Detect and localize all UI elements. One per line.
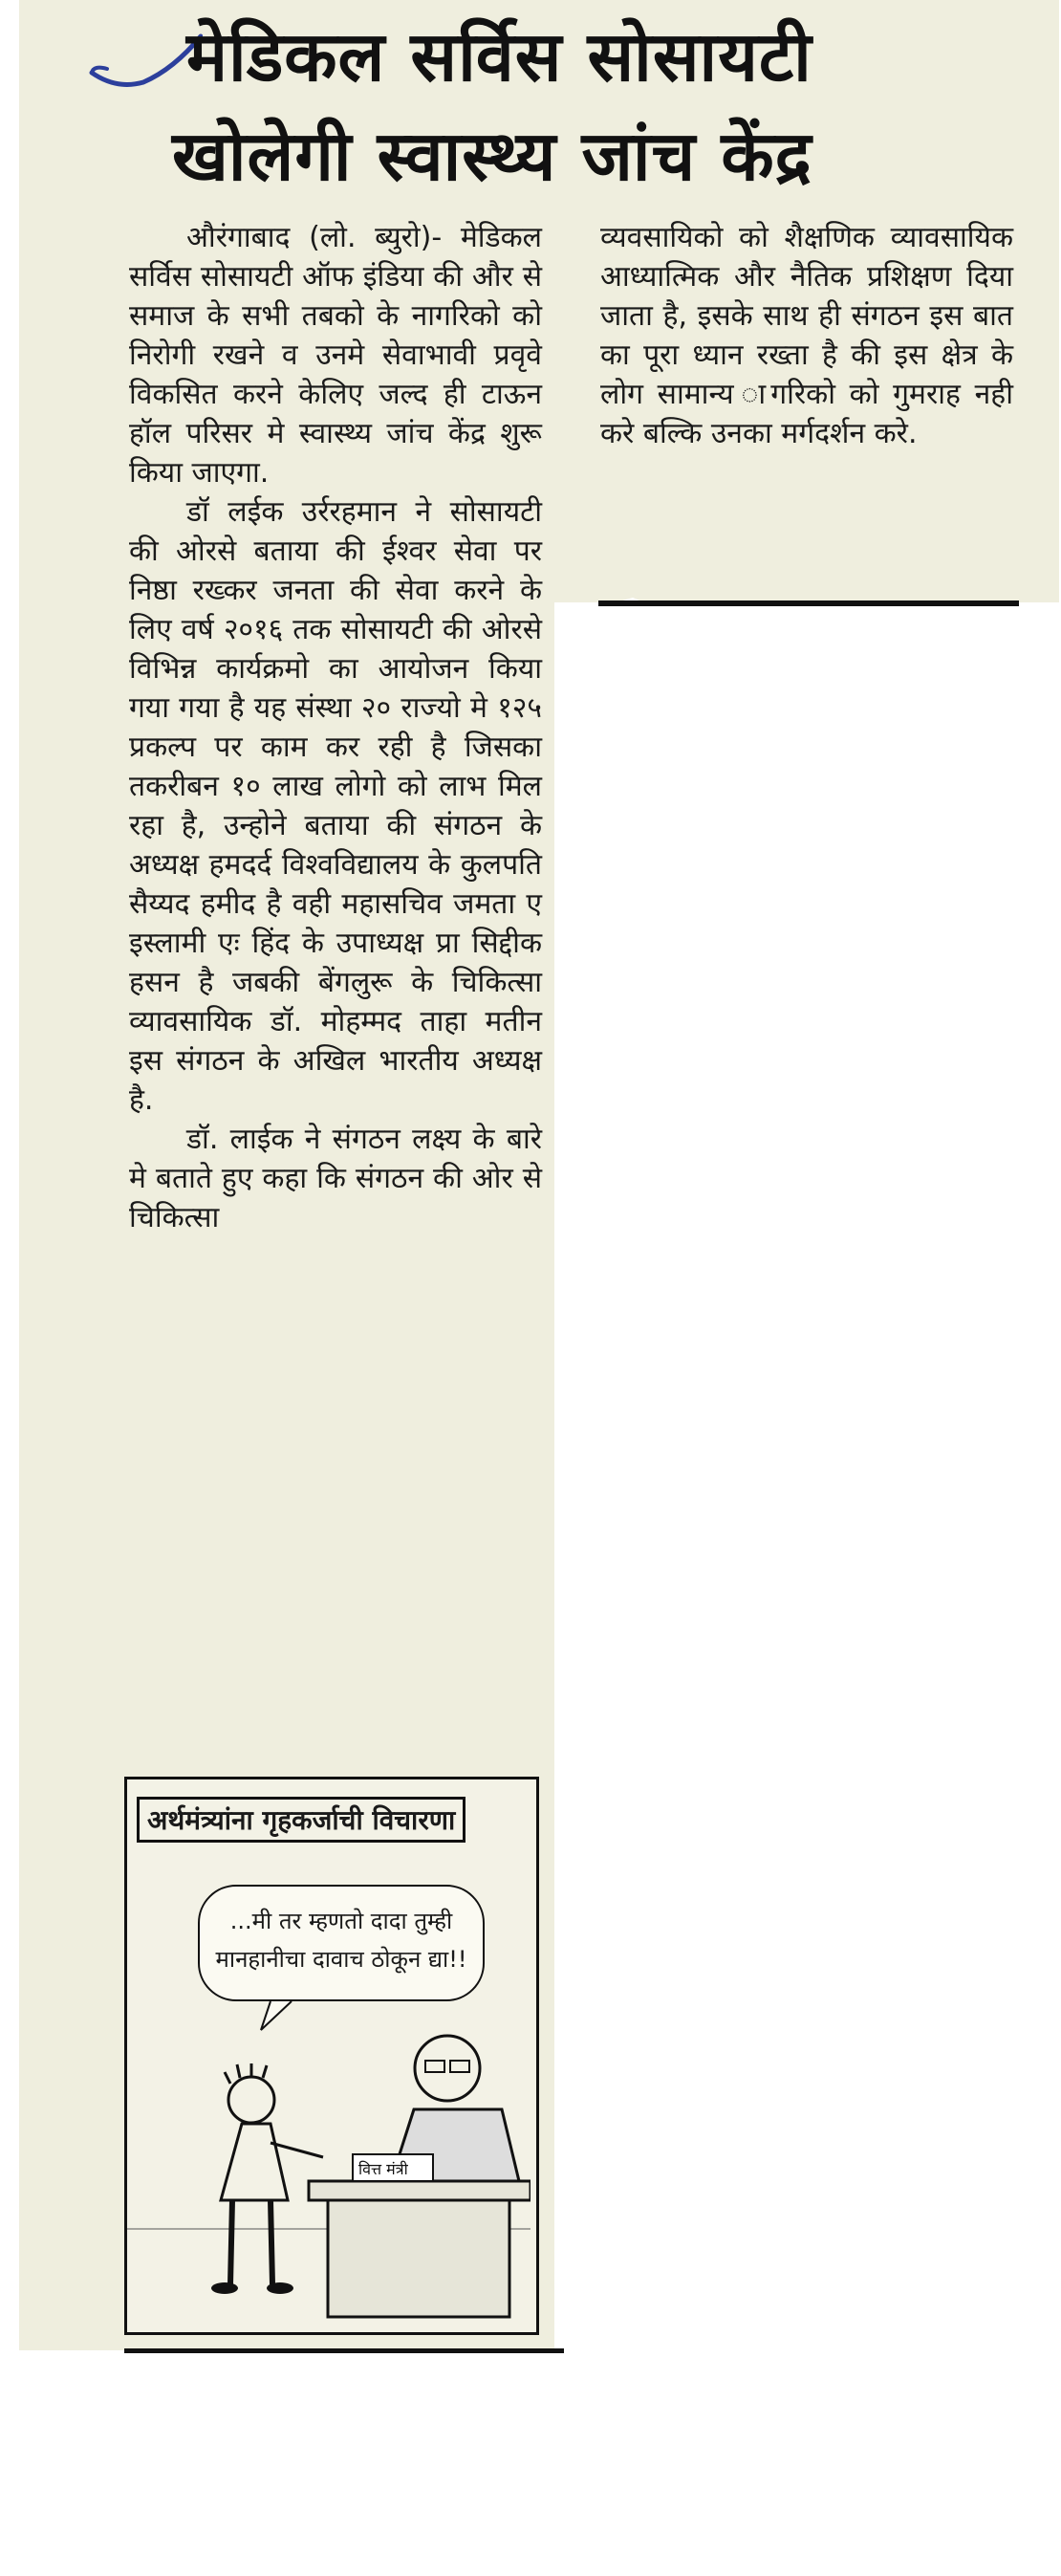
- article-right-column: [600, 218, 1013, 453]
- speech-line: ...मी तर म्हणतो दादा तुम्ही: [229, 1908, 453, 1934]
- speech-line: मानहानीचा दावाच ठोकून द्या!!: [215, 1946, 467, 1973]
- article-paragraph: औरंगाबाद (लो. ब्युरो)- मेडिकल सर्विस सोसायटी ऑफ इंडिया की और से समाज के सभी तबको के नागरिको को निरोगी रखने व उनमे सेवाभावी प्रवृवे विकसित करने केलिए जल्द ही टाऊन हॉल परिसर मे स्वास्थ्य जांच केंद्र शुरू किया जाएगा.: [129, 221, 542, 490]
- column-end-rule: [598, 600, 1019, 606]
- cartoon-title: अर्थमंत्र्यांना गृहकर्जाची विचारणा: [137, 1797, 466, 1843]
- headline-line-1: मेडिकल सर्विस सोसायटी: [186, 16, 812, 97]
- article-paragraph: व्यवसायिको को शैक्षणिक व्यावसायिक आध्यात्मिक और नैतिक प्रशिक्षण दिया जाता है, इसके साथ ही संगठन इस बात का पूरा ध्यान रख्ता है की इस क्षेत्र के लोग सामान्य ागरिको को गुमराह नही करे बल्कि उनका मर्गदर्शन करे.: [600, 221, 1013, 450]
- cartoon-illustration: [127, 1779, 530, 2326]
- cartoon-panel: [124, 1777, 539, 2335]
- pen-mark-icon: [88, 31, 203, 98]
- torn-edge: [593, 598, 726, 655]
- bottom-rule: [124, 2348, 564, 2353]
- article-left-column: [129, 218, 542, 1237]
- article-paragraph: डॉ. लाईक ने संगठन लक्ष्य के बारे मे बताते हुए कहा कि संगठन की ओर से चिकित्सा: [129, 1123, 542, 1234]
- headline-line-2: खोलेगी स्वास्थ्य जांच केंद्र: [172, 116, 812, 196]
- article-paragraph: डॉ लईक उर्ररहमान ने सोसायटी की ओरसे बताया की ईश्वर सेवा पर निष्ठा रख्कर जनता की सेवा करने के लिए वर्ष २०१६ तक सोसायटी की ओरसे विभिन्न कार्यक्रमो का आयोजन किया गया गया है यह संस्था २० राज्यो मे १२५ प्रकल्प पर काम कर रही है जिसका तकरीबन १० लाख लोगो को लाभ मिल रहा है, उन्होने बताया की संगठन के अध्यक्ष हमदर्द विश्वविद्यालय के कुलपति सैय्यद हमीद है वही महासचिव जमता ए इस्लामी एः हिंद के उपाध्यक्ष प्रा सिद्दीक हसन है जबकी बेंगलुरू के चिकित्सा व्यावसायिक डॉ. मोहम्मद ताहा मतीन इस संगठन के अखिल भारतीय अध्यक्ष है.: [129, 495, 542, 1117]
- desk-sign-text: वित्त मंत्री: [358, 2160, 408, 2178]
